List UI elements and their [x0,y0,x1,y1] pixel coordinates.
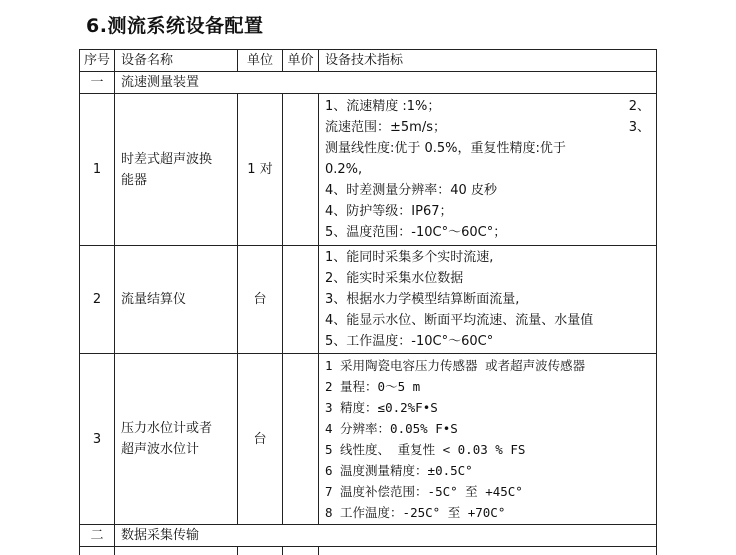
spec-line: 5、温度范围：-10C°～60C°； [325,222,650,243]
row-specs [319,246,657,354]
spec-line [325,117,650,138]
row-device-name [115,94,238,246]
device-name-line: 能器 [121,170,231,191]
truncated-cell [80,547,115,555]
row-device-name [115,246,238,354]
spec-line: 4、能显示水位、断面平均流速、流量、水量值 [325,310,650,331]
row-device-name [115,354,238,525]
device-name-line: 超声波水位计 [121,439,231,460]
spec-line [325,96,650,117]
section-name: 流速测量装置 [115,72,657,94]
spec-text: 1、流速精度 :1%； [325,96,440,117]
spec-right: 2、 [629,96,650,117]
truncated-cell [115,547,238,555]
row-no: 1 [80,94,115,246]
row-price [283,246,319,354]
section-name: 数据采集传输 [115,525,657,547]
spec-line: 8 工作温度：-25C° 至 +70C° [325,502,650,523]
section-no: 一 [80,72,115,94]
spec-line: 2 量程：0～5 m [325,376,650,397]
table-row [80,354,657,525]
spec-right: 3、 [629,117,650,138]
spec-line: 1 采用陶瓷电容压力传感器 或者超声波传感器 [325,355,650,376]
document-title: 6.测流系统设备配置 [86,11,263,38]
truncated-cell [283,547,319,555]
spec-line: 6 温度测量精度：±0.5C° [325,460,650,481]
spec-line: 5、工作温度：-10C°～60C° [325,331,650,352]
spec-line: 7 温度补偿范围：-5C° 至 +45C° [325,481,650,502]
truncated-cell [319,547,657,555]
header-name: 设备名称 [115,50,238,72]
row-unit: 台 [238,246,283,354]
header-price: 单价 [283,50,319,72]
header-specs: 设备技术指标 [319,50,657,72]
device-name-line: 压力水位计或者 [121,418,231,439]
row-specs [319,94,657,246]
spec-line: 测量线性度:优于 0.5%，重复性精度:优于 [325,138,650,159]
row-price [283,94,319,246]
truncated-row [80,547,657,555]
table-row [80,246,657,354]
section-row [80,72,657,94]
spec-line: 3、根据水力学模型结算断面流量, [325,289,650,310]
table-row [80,94,657,246]
row-unit: 1 对 [238,94,283,246]
truncated-cell [238,547,283,555]
section-no: 二 [80,525,115,547]
spec-line: 4 分辨率：0.05% F•S [325,418,650,439]
spec-line: 5 线性度、 重复性 < 0.03 % FS [325,439,650,460]
spec-text: 流速范围：±5m/s； [325,117,446,138]
row-no: 3 [80,354,115,525]
row-price [283,354,319,525]
spec-line: 4、时差测量分辨率：40 皮秒 [325,180,650,201]
device-name-line: 时差式超声波换 [121,149,231,170]
row-no: 2 [80,246,115,354]
spec-line: 4、防护等级：IP67； [325,201,650,222]
header-no: 序号 [80,50,115,72]
equipment-table [79,49,657,555]
section-row [80,525,657,547]
row-unit: 台 [238,354,283,525]
header-unit: 单位 [238,50,283,72]
spec-line: 0.2%, [325,159,650,180]
spec-line: 2、能实时采集水位数据 [325,268,650,289]
spec-line: 1、能同时采集多个实时流速, [325,247,650,268]
spec-line: 3 精度：≤0.2%F•S [325,397,650,418]
device-name-line: 流量结算仪 [121,289,231,310]
table-header-row [80,50,657,72]
row-specs [319,354,657,525]
